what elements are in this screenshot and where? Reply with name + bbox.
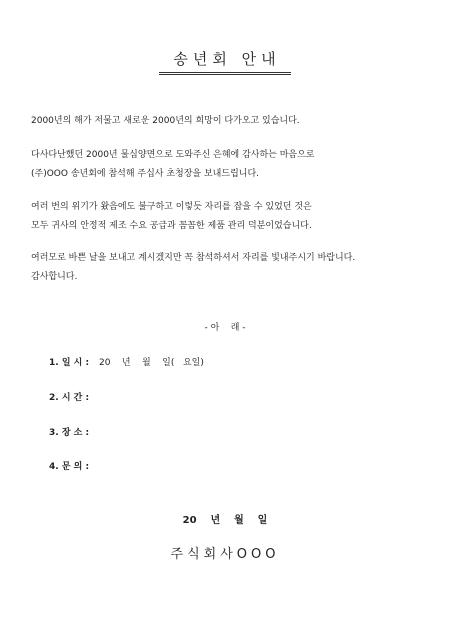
- paragraph-4: [31, 249, 355, 287]
- document-title: 송년회 안내: [159, 48, 290, 75]
- paragraph-line: 모두 귀사의 안정적 제조 수요 공급과 꼼꼼한 제품 관리 덕분이었습니다.: [31, 221, 312, 231]
- item-contact: [49, 459, 99, 472]
- company-name: 주식회사OOO: [170, 547, 280, 562]
- title-container: [0, 48, 450, 75]
- notice-subheading: - 아 래 -: [204, 323, 246, 333]
- paragraph-line: (주)OOO 송년회에 참석해 주십사 초청장을 보내드립니다.: [31, 169, 260, 179]
- paragraph-line: 감사합니다.: [31, 272, 78, 282]
- paragraph-line: 여러모로 바쁜 날을 보내고 계시겠지만 꼭 참석하셔서 자리를 빛내주시기 바랍니다.: [31, 253, 356, 263]
- paragraph-line: 2000년의 해가 저물고 새로운 2000년의 희망이 다가오고 있습니다.: [31, 116, 300, 126]
- date-line: 20 년 월 일: [182, 515, 268, 526]
- paragraph-1: [31, 112, 300, 131]
- item-datetime: [49, 355, 204, 368]
- paragraph-line: 다사다난했던 2000년 물심양면으로 도와주신 은혜에 감사하는 마음으로: [31, 150, 315, 160]
- paragraph-2: [31, 146, 315, 184]
- item-label: 2. 시 간 :: [49, 393, 90, 403]
- item-value: 20 년 월 일( 요일): [99, 358, 204, 368]
- item-place: [49, 425, 99, 438]
- paragraph-line: 여러 번의 위기가 왔음에도 불구하고 이렇듯 자리를 잡을 수 있었던 것은: [31, 202, 312, 212]
- paragraph-3: [31, 198, 312, 236]
- item-label: 3. 장 소 :: [49, 428, 90, 438]
- item-label: 1. 일 시 :: [49, 358, 90, 368]
- item-time: [49, 390, 99, 403]
- item-label: 4. 문 의 :: [49, 462, 90, 472]
